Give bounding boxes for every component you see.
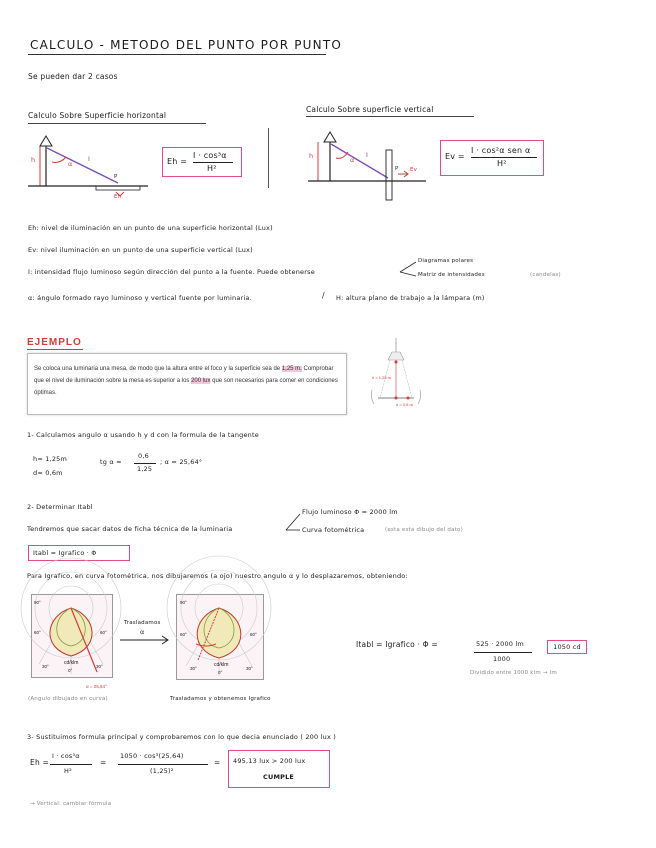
example-text-2: Comprobar que el nivel de iluminación sobre la mesa es superior a los — [34, 366, 334, 384]
polar-tick-30r-1: 30° — [96, 664, 103, 669]
step1-tg-lhs: tg α = — [100, 458, 122, 466]
label-alpha: α — [350, 156, 355, 164]
case-horizontal-heading: Calculo Sobre Superficie horizontal — [28, 111, 167, 120]
polar-unit-1: cd/klm — [64, 660, 79, 666]
label-p: P — [114, 174, 118, 180]
arrow-label-1: Trasladamos — [124, 620, 161, 626]
step3-num2: 1050 · cos³(25,64) — [120, 752, 184, 760]
step2-curve-note: (esta esta dibujo del dato) — [385, 527, 463, 533]
label-alpha: α — [68, 160, 73, 168]
step2-heading: 2- Determinar Itabl — [27, 503, 93, 511]
example-highlight-height: 1,25 m. — [281, 366, 302, 372]
step3-result: 495,13 lux > 200 lux — [233, 757, 306, 765]
formula-eh-lhs: Eh = — [167, 157, 188, 166]
def-eh: Eh: nivel de iluminación en un punto de una superficie horizontal (Lux) — [28, 224, 273, 232]
polar-tick-60-2: 60° — [180, 632, 187, 637]
caption-translated: Trasladamos y obtenemos Igrafico — [170, 696, 271, 702]
step2-formula-box: Itabl = Igrafico · Φ — [28, 545, 130, 561]
def-h: H: altura plano de trabajo a la lámpara (m) — [336, 294, 485, 302]
formula-ev-num: I · cos²α sen α — [471, 146, 531, 155]
polar-tick-30-2: 30° — [190, 666, 197, 671]
formula-ev-lhs: Ev = — [445, 152, 465, 161]
example-text-3: que son necesarios para comer en condiciones óptimas. — [34, 378, 338, 396]
polar-tick-30-1: 30° — [42, 664, 49, 669]
step3-lhs: Eh = — [30, 758, 49, 767]
step3-heading: 3- Sustituimos formula principal y comprobaremos con lo que decia enunciado ( 200 lux ) — [27, 733, 336, 741]
label-eh: Eh — [114, 194, 122, 200]
step3-footnote: → Vertical: cambiar fórmula — [30, 801, 112, 807]
step3-eq: = — [100, 758, 107, 767]
step1-h: h= 1,25m — [33, 455, 68, 463]
step1-d: d= 0,6m — [33, 469, 63, 477]
label-h: h — [31, 156, 36, 164]
step2-calc-den: 1000 — [493, 655, 511, 663]
label-h: h — [309, 152, 314, 160]
step3-den2: (1,25)² — [150, 767, 174, 775]
example-fig-d: d = 0,6 m — [396, 402, 413, 407]
step2-calc-note: Dividido entre 1000 klm → lm — [470, 670, 557, 676]
step3-verdict: CUMPLE — [263, 773, 295, 781]
polar-tick-60r-2: 60° — [250, 632, 257, 637]
step2-calc-lhs: Itabl = Igrafico · Φ = — [356, 640, 438, 649]
label-p: P — [395, 166, 399, 172]
label-ev: Ev — [410, 167, 418, 173]
def-alpha: α: ángulo formado rayo luminoso y vertical fuente por luminaria. — [28, 294, 252, 302]
polar-tick-90-2: 90° — [180, 600, 187, 605]
label-i: I — [366, 151, 369, 159]
def-ev: Ev: nivel iluminación en un punto de una superficie vertical (Lux) — [28, 246, 253, 254]
def-i-unit: (candelas) — [530, 272, 561, 278]
step2-curve: Curva fotométrica — [302, 526, 365, 534]
case-vertical-heading: Calculo Sobre superficie vertical — [306, 105, 434, 114]
polar-angle-note: α = 25,64° — [86, 684, 107, 689]
step1-heading: 1- Calculamos angulo α usando h y d con la formula de la tangente — [27, 431, 259, 439]
def-i: I: intensidad flujo luminoso según dirección del punto a la fuente. Puede obtenerse — [28, 268, 315, 276]
step3-num1: I · cos³α — [52, 752, 80, 760]
step2-flux: Flujo luminoso Φ = 2000 lm — [302, 508, 398, 516]
page-title: CALCULO - METODO DEL PUNTO POR PUNTO — [30, 38, 343, 52]
step1-tg-num: 0,6 — [138, 452, 149, 460]
label-i: I — [88, 155, 91, 163]
polar-tick-30r-2: 30° — [246, 666, 253, 671]
step2-calc-num: 525 · 2000 lm — [476, 640, 524, 648]
step3-den1: H² — [64, 767, 72, 775]
intro-text: Se pueden dar 2 casos — [28, 72, 118, 81]
polar-tick-90-1: 90° — [34, 600, 41, 605]
step2-line: Tendremos que sacar datos de ficha técnica de la luminaria — [27, 525, 233, 533]
caption-drawn: (Angulo dibujado en curva) — [28, 696, 108, 702]
formula-eh-num: I · cos³α — [193, 151, 227, 160]
example-highlight-lux: 200 lux — [191, 378, 211, 384]
example-text-1: Se coloca una luminaria una mesa, de modo que la altura entre el foco y la superficie sea de — [34, 366, 281, 372]
formula-ev-den: H² — [497, 159, 507, 168]
step2-paragraph: Para Igrafico, en curva fotométrica, nos dibujaremos (a ojo) nuestro angulo α y lo desplazaremos, obteniendo: — [27, 572, 408, 580]
arrow-label-2: α — [140, 628, 145, 636]
example-fig-h: h = 1,25 m — [372, 375, 392, 380]
formula-eh-den: H² — [207, 164, 217, 173]
def-separator: / — [322, 291, 325, 300]
step3-eq2: = — [214, 758, 221, 767]
step3-fraction-1 — [50, 764, 92, 765]
step2-calc-fraction — [474, 652, 532, 653]
polar-tick-0-2: 0° — [218, 670, 223, 675]
step1-result: ; α = 25,64° — [160, 458, 203, 466]
polar-unit-2: cd/klm — [214, 662, 229, 668]
step3-result-box — [228, 750, 330, 788]
def-i-option-polar: Diagramas polares — [418, 258, 474, 264]
example-heading: EJEMPLO — [27, 337, 82, 348]
def-i-option-matrix: Matriz de intensidades — [418, 272, 485, 278]
step3-fraction-2 — [118, 764, 208, 765]
polar-tick-60r-1: 60° — [100, 630, 107, 635]
step2-calc-result: 1050 cd — [547, 640, 587, 654]
step1-tg-den: 1,25 — [137, 465, 153, 473]
polar-tick-0-1: 0° — [68, 668, 73, 673]
polar-tick-60-1: 60° — [34, 630, 41, 635]
